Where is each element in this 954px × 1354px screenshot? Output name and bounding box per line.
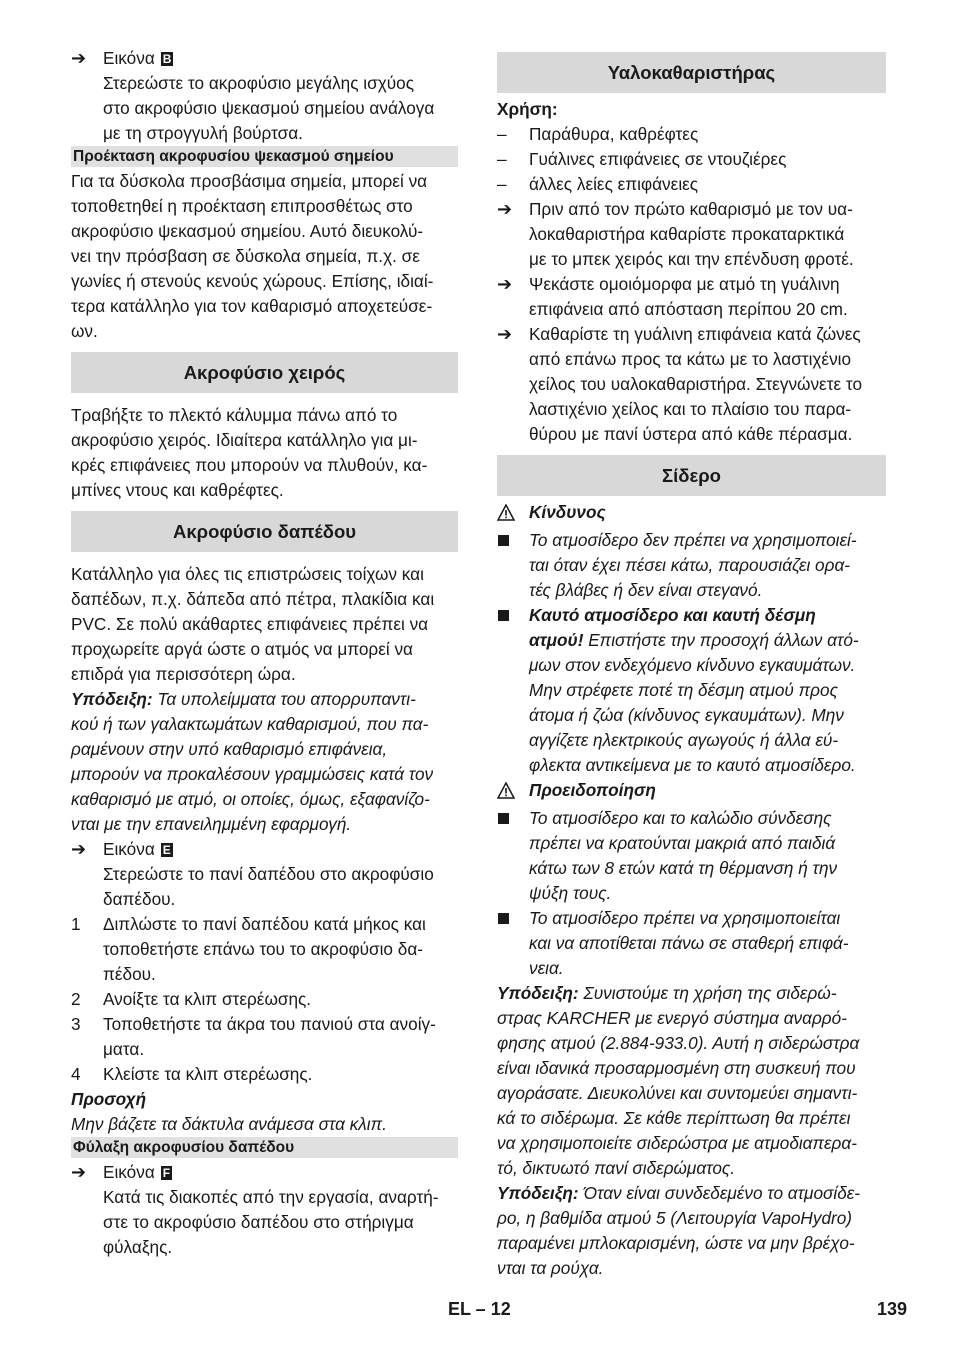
text-line: τοποθετηθεί η προέκταση επιπροσθέτως στο (71, 196, 413, 216)
arrow-right-icon: ➔ (497, 274, 513, 294)
figure-letter-badge: E (162, 843, 171, 857)
text-line: με το μπεκ χειρός και την επένδυση φροτέ. (529, 249, 854, 269)
text-line: στρας KARCHER με ενεργό σύστημα αναρρό- (497, 1008, 847, 1028)
use-label: Χρήση: (497, 99, 558, 119)
warning-triangle-icon (497, 500, 529, 528)
text-line: ακροφύσιο χειρός. Ιδιαίτερα κατάλληλο για μι- (71, 430, 418, 450)
section-title-hand-nozzle: Ακροφύσιο χειρός (71, 352, 458, 393)
text-line: να χρησιμοποιείτε σιδερώστρα με ατμοδιαπερα- (497, 1133, 857, 1153)
danger-bullet (497, 528, 886, 603)
text-line: ραμένουν στην υπό καθαρισμό επιφάνεια, (71, 739, 388, 759)
square-bullet-icon (497, 528, 529, 603)
text-line: ψύξη τους. (529, 883, 612, 903)
text-line: μπίνες ντους και καθρέφτες. (71, 480, 284, 500)
text-line: Στερεώστε το πανί δαπέδου στο ακροφύσιο (103, 864, 434, 884)
step-3 (71, 1012, 458, 1062)
caution-block (71, 1087, 458, 1137)
text-line: θύρου με πανί ύστερα από κάθε πέρασμα. (529, 424, 853, 444)
text-line: από επάνω προς τα κάτω με το λαστιχένιο (529, 349, 852, 369)
text-line: λοκαθαριστήρα καθαρίστε προκαταρκτικά (529, 224, 845, 244)
text-line: Μην στρέφετε ποτέ τη δέσμη ατμού προς (529, 680, 838, 700)
text-line: ματα. (103, 1039, 145, 1059)
dash-bullet: – (497, 124, 507, 144)
warning-label: Προειδοποίηση (529, 780, 656, 800)
square-bullet-icon (497, 603, 529, 778)
note-label: Υπόδειξη: (71, 689, 153, 709)
text-line: ρο, η βαθμίδα ατμού 5 (Λειτουργία VapoHydro) (497, 1208, 853, 1228)
text-line: ακροφύσιο ψεκασμού σημείου. Αυτό διευκολύ- (71, 221, 424, 241)
arrow-item (497, 197, 886, 272)
text-line: Τα υπολείμματα του απορρυπαντι- (152, 689, 416, 709)
text-line: επιδρά για περισσότερη ώρα. (71, 664, 296, 684)
figure-f-instruction (71, 1160, 458, 1260)
text-line: χείλος του υαλοκαθαριστήρα. Στεγνώνετε το (529, 374, 863, 394)
arrow-right-icon: ➔ (71, 1162, 87, 1182)
bold-text: ατμού! (529, 630, 584, 650)
extension-paragraph (71, 169, 458, 344)
step-4 (71, 1062, 458, 1087)
text-line: αγοράσατε. Διευκολύνει και συντομεύει σημαντι- (497, 1083, 858, 1103)
text-line: τές βλάβες ή δεν είναι στεγανό. (529, 580, 763, 600)
text-line: άλλες λείες επιφάνειες (529, 174, 699, 194)
caution-text: Μην βάζετε τα δάκτυλα ανάμεσα στα κλιπ. (71, 1114, 387, 1134)
step-number: 4 (71, 1064, 81, 1084)
danger-heading (497, 500, 886, 528)
text-line: επιφάνεια από απόσταση περίπου 20 cm. (529, 299, 848, 319)
arrow-item (497, 322, 886, 447)
text-line: νει την πρόσβαση σε δύσκολα σημεία, π.χ. σε (71, 246, 420, 266)
figure-e-instruction (71, 837, 458, 912)
text-line: φύλαξης. (103, 1237, 173, 1257)
text-line: στο ακροφύσιο ψεκασμού σημείου ανάλογα (103, 98, 435, 118)
text-line: Τοποθετήστε τα άκρα του πανιού στα ανοίγ- (103, 1014, 436, 1034)
text-line: κά το σιδέρωμα. Σε κάθε περίπτωση θα πρέπει (497, 1108, 851, 1128)
warning-bullet (497, 806, 886, 906)
iron-note-2 (497, 1181, 886, 1281)
arrow-right-icon: ➔ (497, 324, 513, 344)
figure-b-instruction (71, 46, 458, 146)
arrow-right-icon: ➔ (71, 839, 87, 859)
figure-ref-label: Εικόνα (103, 1162, 155, 1182)
text-line: Καθαρίστε τη γυάλινη επιφάνεια κατά ζώνες (529, 324, 861, 344)
warning-bullet (497, 906, 886, 981)
text-line: μων στον ενδεχόμενο κίνδυνο εγκαυμάτων. (529, 655, 856, 675)
text-line: τό, δικτυωτό πανί σιδερώματος. (497, 1158, 736, 1178)
text-line: Συνιστούμε τη χρήση της σιδερώ- (578, 983, 837, 1003)
danger-label: Κίνδυνος (529, 502, 606, 522)
text-line: με τη στρογγυλή βούρτσα. (103, 123, 303, 143)
text-line: Γυάλινες επιφάνειες σε ντουζιέρες (529, 149, 787, 169)
text-line: Τραβήξτε το πλεκτό κάλυμμα πάνω από το (71, 405, 398, 425)
figure-letter-badge: F (162, 1166, 171, 1180)
dash-item (497, 122, 886, 147)
iron-note-1 (497, 981, 886, 1181)
text-line: PVC. Σε πολύ ακάθαρτες επιφάνειες πρέπει να (71, 614, 429, 634)
figure-letter-badge: B (162, 52, 172, 66)
text-line: φλεκτα αντικείμενα με το καυτό ατμοσίδερο. (529, 755, 856, 775)
text-line: Κατά τις διακοπές από την εργασία, αναρτή- (103, 1187, 439, 1207)
floor-nozzle-paragraph (71, 562, 458, 687)
text-line: άτομα ή ζώα (κίνδυνος εγκαυμάτων). Μην (529, 705, 844, 725)
text-line: φησης ατμού (2.884-933.0). Αυτή η σιδερώστρα (497, 1033, 860, 1053)
section-title-floor-nozzle: Ακροφύσιο δαπέδου (71, 511, 458, 552)
warning-triangle-icon (497, 778, 529, 806)
text-line: κού ή των γαλακτωμάτων καθαρισμού, που πα- (71, 714, 429, 734)
text-line: Ψεκάστε ομοιόμορφα με ατμό τη γυάλινη (529, 274, 840, 294)
text-line: Κατάλληλο για όλες τις επιστρώσεις τοίχων και (71, 564, 424, 584)
note-label: Υπόδειξη: (497, 983, 579, 1003)
left-column (71, 46, 458, 1260)
right-column (497, 44, 886, 1281)
text-line: Διπλώστε το πανί δαπέδου κατά μήκος και (103, 914, 426, 934)
text-line: κρές επιφάνειες που μπορούν να πλυθούν, κα- (71, 455, 428, 475)
text-line: νται τα ρούχα. (497, 1258, 604, 1278)
text-line: παραμένει μπλοκαρισμένη, ώστε να μην βρέχο- (497, 1233, 855, 1253)
text-line: Όταν είναι συνδεδεμένο το ατμοσίδε- (578, 1183, 861, 1203)
section-title-iron: Σίδερο (497, 455, 886, 496)
section-title-window-wiper: Υαλοκαθαριστήρας (497, 52, 886, 93)
square-bullet-icon (497, 806, 529, 906)
subsection-title-extension: Προέκταση ακροφυσίου ψεκασμού σημείου (71, 146, 458, 167)
arrow-right-icon: ➔ (71, 48, 87, 68)
dash-item (497, 172, 886, 197)
figure-ref-label: Εικόνα (103, 48, 155, 68)
hand-nozzle-paragraph (71, 403, 458, 503)
square-bullet-icon (497, 906, 529, 981)
dash-bullet: – (497, 174, 507, 194)
floor-note (71, 687, 458, 837)
text-line: δαπέδου. (103, 889, 176, 909)
text-line: πέδου. (103, 964, 156, 984)
text-line: προχωρείτε αργά ώστε ο ατμός να μπορεί να (71, 639, 413, 659)
text-line: Το ατμοσίδερο και το καλώδιο σύνδεσης (529, 808, 832, 828)
step-number: 3 (71, 1014, 81, 1034)
danger-bullet (497, 603, 886, 778)
footer-page-number: 139 (877, 1299, 908, 1319)
figure-ref-label: Εικόνα (103, 839, 155, 859)
step-1 (71, 912, 458, 987)
text-line: ων. (71, 321, 98, 341)
note-label: Υπόδειξη: (497, 1183, 579, 1203)
text-line: Πριν από τον πρώτο καθαρισμό με τον υα- (529, 199, 853, 219)
text-line: τοποθετήστε επάνω του το ακροφύσιο δα- (103, 939, 423, 959)
text-line: πρέπει να κρατούνται μακριά από παιδιά (529, 833, 836, 853)
text-line: νται με την επανειλημμένη εφαρμογή. (71, 814, 352, 834)
text-line: καθαρισμό με ατμό, οι οποίες, όμως, εξαφανίζο- (71, 789, 430, 809)
arrow-right-icon: ➔ (497, 199, 513, 219)
text-line: κάτω των 8 ετών κατά τη θέρμανση ή την (529, 858, 838, 878)
text-line: Καυτό ατμοσίδερο και καυτή δέσμη (529, 605, 816, 625)
step-number: 2 (71, 989, 81, 1009)
text-line: Κλείστε τα κλιπ στερέωσης. (103, 1064, 313, 1084)
text-line: και να αποτίθεται πάνω σε σταθερή επιφά- (529, 933, 849, 953)
dash-item (497, 147, 886, 172)
text-line: λαστιχένιο χείλος και το πλαίσιο του παρα- (529, 399, 852, 419)
step-number: 1 (71, 914, 81, 934)
dash-bullet: – (497, 149, 507, 169)
text-line: Στερεώστε το ακροφύσιο μεγάλης ισχύος (103, 73, 414, 93)
footer-section-label: EL – 12 (448, 1299, 511, 1319)
text-line: είναι ιδανικά προσαρμοσμένη στη συσκευή που (497, 1058, 856, 1078)
arrow-item (497, 272, 886, 322)
text-line: Για τα δύσκολα προσβάσιμα σημεία, μπορεί να (71, 171, 428, 191)
text-line: δαπέδων, π.χ. δάπεδα από πέτρα, πλακίδια και (71, 589, 435, 609)
text-line: τερα κατάλληλο για τον καθαρισμό αποχετεύσε- (71, 296, 433, 316)
text-line: Επιστήστε την προσοχή άλλων ατό- (583, 630, 859, 650)
text-line: μπορούν να προκαλέσουν γραμμώσεις κατά τον (71, 764, 434, 784)
text-line: στε το ακροφύσιο δαπέδου στο στήριγμα (103, 1212, 414, 1232)
text-line: Ανοίξτε τα κλιπ στερέωσης. (103, 989, 312, 1009)
warning-heading (497, 778, 886, 806)
subsection-title-storage: Φύλαξη ακροφυσίου δαπέδου (71, 1137, 458, 1158)
text-line: γωνίες ή στενούς κενούς χώρους. Επίσης, ιδιαί- (71, 271, 434, 291)
text-line: ται όταν έχει πέσει κάτω, παρουσιάζει ορα- (529, 555, 850, 575)
text-line: Παράθυρα, καθρέφτες (529, 124, 699, 144)
caution-label: Προσοχή (71, 1089, 147, 1109)
text-line: αγγίζετε ηλεκτρικούς αγωγούς ή άλλα εύ- (529, 730, 839, 750)
text-line: Το ατμοσίδερο δεν πρέπει να χρησιμοποιεί- (529, 530, 857, 550)
step-2 (71, 987, 458, 1012)
text-line: Το ατμοσίδερο πρέπει να χρησιμοποιείται (529, 908, 841, 928)
text-line: νεια. (529, 958, 564, 978)
